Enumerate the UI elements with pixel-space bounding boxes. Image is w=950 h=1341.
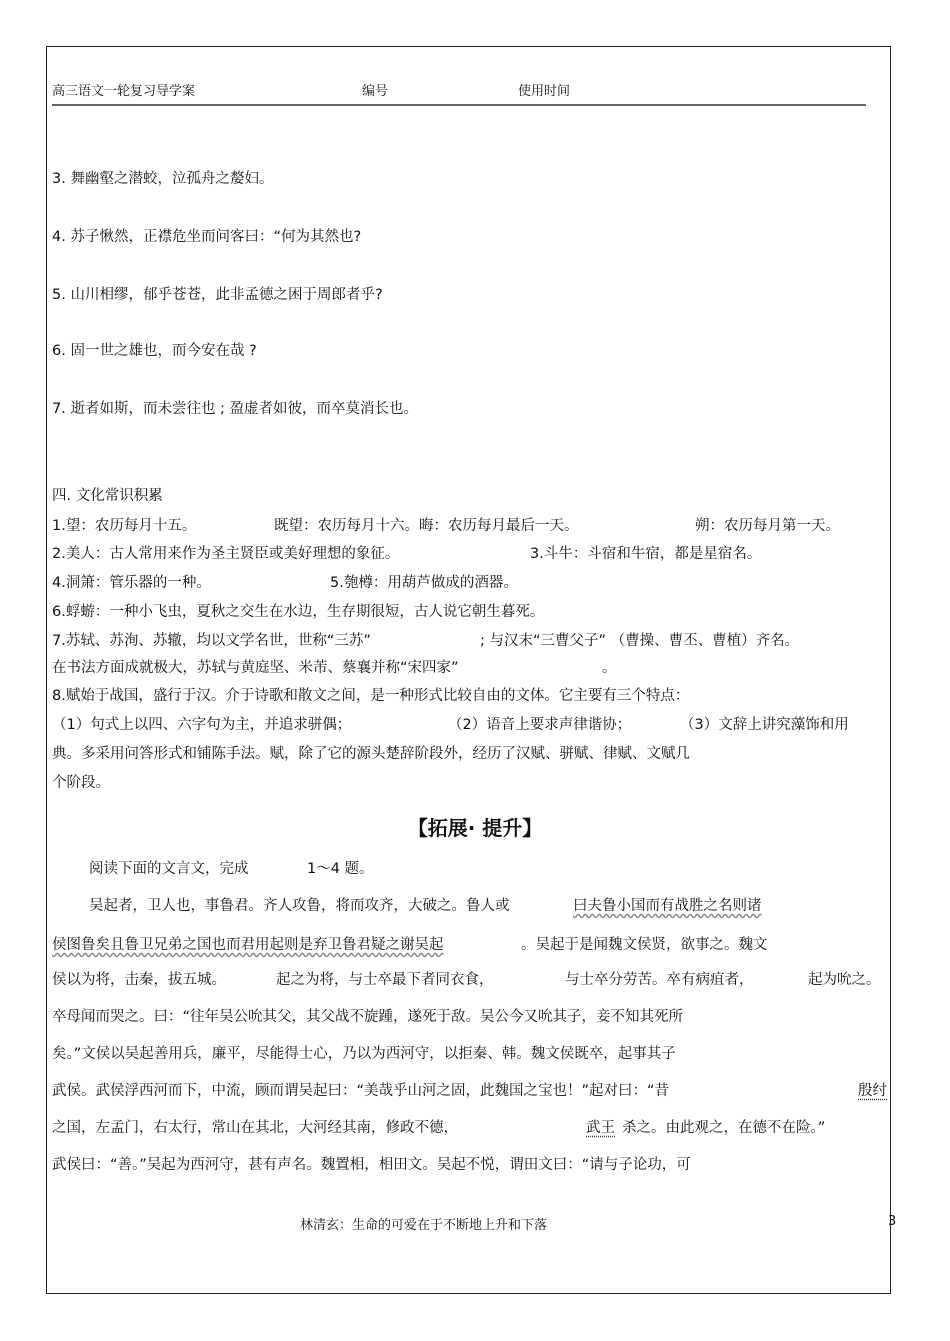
culture-item-jiwang: 既望：农历每月十六。晦：农历每月最后一天。	[274, 518, 579, 534]
fu-continued: 典。多采用问答形式和铺陈手法。赋，除了它的源头楚辞阶段外，经历了汉赋、骈赋、律赋、文赋几	[52, 746, 690, 762]
culture-item-fu: 8.赋始于战国，盛行于汉。介于诗歌和散文之间，是一种形式比较自由的文体。它主要有三个特点：	[52, 688, 690, 704]
culture-item-douniu: 3.斗牛：斗宿和牛宿，都是星宿名。	[530, 546, 762, 562]
passage-line-3a: 侯以为将，击秦，拔五城。	[52, 972, 226, 988]
culture-item-shuo: 朔：农历每月第一天。	[695, 518, 840, 534]
passage-line-8: 武侯曰：“善。”吴起为西河守，甚有声名。魏置相，相田文。吴起不悦，谓田文曰：“请与子论功，可	[52, 1157, 691, 1173]
fu-feature-1: （1）句式上以四、六字句为主，并追求骈偶；	[52, 717, 352, 733]
fu-feature-3: （3）文辞上讲究藻饰和用	[680, 717, 849, 733]
culture-item-calligraphy: 在书法方面成就极大，苏轼与黄庭坚、米芾、蔡襄并称“宋四家”	[52, 660, 459, 676]
sentence-5: 5. 山川相缪，郁乎苍苍，此非孟德之困于周郎者乎?	[52, 287, 383, 303]
passage-line-7: 之国，左孟门，右太行，常山在其北，大河经其南，修政不德，	[52, 1120, 458, 1136]
header-number-label: 编号	[362, 84, 389, 99]
sentence-4: 4. 苏子愀然，正襟危坐而问客曰：“何为其然也?	[52, 229, 362, 245]
passage-line-3b: 起之为将，与士卒最下者同衣食，	[276, 972, 494, 988]
culture-item-wang: 1.望：农历每月十五。	[52, 518, 197, 534]
header-time-label: 使用时间	[518, 84, 571, 99]
fu-end: 个阶段。	[52, 775, 110, 791]
sentence-6: 6. 固一世之雄也，而今安在哉 ?	[52, 343, 257, 359]
header-divider	[52, 104, 866, 106]
passage-underlined-2: 侯图鲁矣且鲁卫兄弟之国也而君用起则是弃卫鲁君疑之谢吴起	[52, 937, 444, 953]
reading-intro-range: 1～4 题。	[307, 861, 374, 877]
header-title: 高三语文一轮复习导学案	[52, 84, 196, 99]
passage-underlined-1: 曰夫鲁小国而有战胜之名则诸	[573, 898, 762, 914]
culture-heading: 四. 文化常识积累	[52, 488, 163, 504]
culture-item-sansu: 7.苏轼、苏洵、苏辙，均以文学名世，世称“三苏”	[52, 633, 371, 649]
sentence-7: 7. 逝者如斯，而未尝往也 ; 盈虚者如彼，而卒莫消长也。	[52, 401, 419, 417]
culture-item-sancao: ; 与汉末“三曹父子” （曹操、曹丕、曹植）齐名。	[480, 633, 800, 649]
reading-intro: 阅读下面的文言文，完成	[89, 861, 249, 877]
passage-line-3d: 起为吮之。	[808, 972, 881, 988]
culture-item-dongxiao: 4.洞箫：管乐器的一种。	[52, 575, 211, 591]
passage-line-7-end: 杀之。由此观之，在德不在险。”	[622, 1120, 826, 1136]
culture-item-period: 。	[602, 660, 617, 676]
passage-line-1: 吴起者，卫人也，事鲁君。齐人攻鲁，将而攻齐，大破之。鲁人或	[89, 898, 510, 914]
fu-feature-2: （2）语音上要求声律谐协；	[448, 717, 632, 733]
passage-dotted-wuwang: 武王	[586, 1120, 615, 1136]
passage-line-6: 武侯。武侯浮西河而下，中流，顾而谓吴起曰：“美哉乎山河之固，此魏国之宝也！”起对曰：“昔	[52, 1083, 670, 1099]
passage-line-5: 矣。”文侯以吴起善用兵，廉平，尽能得士心，乃以为西河守，以拒秦、韩。魏文侯既卒，起事其子	[52, 1046, 676, 1062]
section-title: 【拓展· 提升】	[407, 816, 543, 840]
passage-line-3c: 与士卒分劳苦。卒有病疽者，	[565, 972, 754, 988]
passage-line-4: 卒母闻而哭之。曰：“往年吴公吮其父，其父战不旋踵，遂死于敌。吴公今又吮其子，妾不知其死所	[52, 1009, 684, 1025]
page-number: 3	[888, 1214, 897, 1229]
culture-item-meiren: 2.美人：古人常用来作为圣主贤臣或美好理想的象征。	[52, 546, 400, 562]
footer-quote: 林清玄：生命的可爱在于不断地上升和下落	[300, 1218, 548, 1233]
sentence-3: 3. 舞幽壑之潜蛟，泣孤舟之嫠妇。	[52, 171, 274, 187]
culture-item-paozun: 5.匏樽：用葫芦做成的酒器。	[330, 575, 518, 591]
passage-dotted-yinzhou: 殷纣	[858, 1083, 887, 1099]
passage-line-2: 。吴起于是闻魏文侯贤，欲事之。魏文	[521, 937, 768, 953]
culture-item-fuyou: 6.蜉蝣：一种小飞虫，夏秋之交生在水边，生存期很短，古人说它朝生暮死。	[52, 604, 545, 620]
